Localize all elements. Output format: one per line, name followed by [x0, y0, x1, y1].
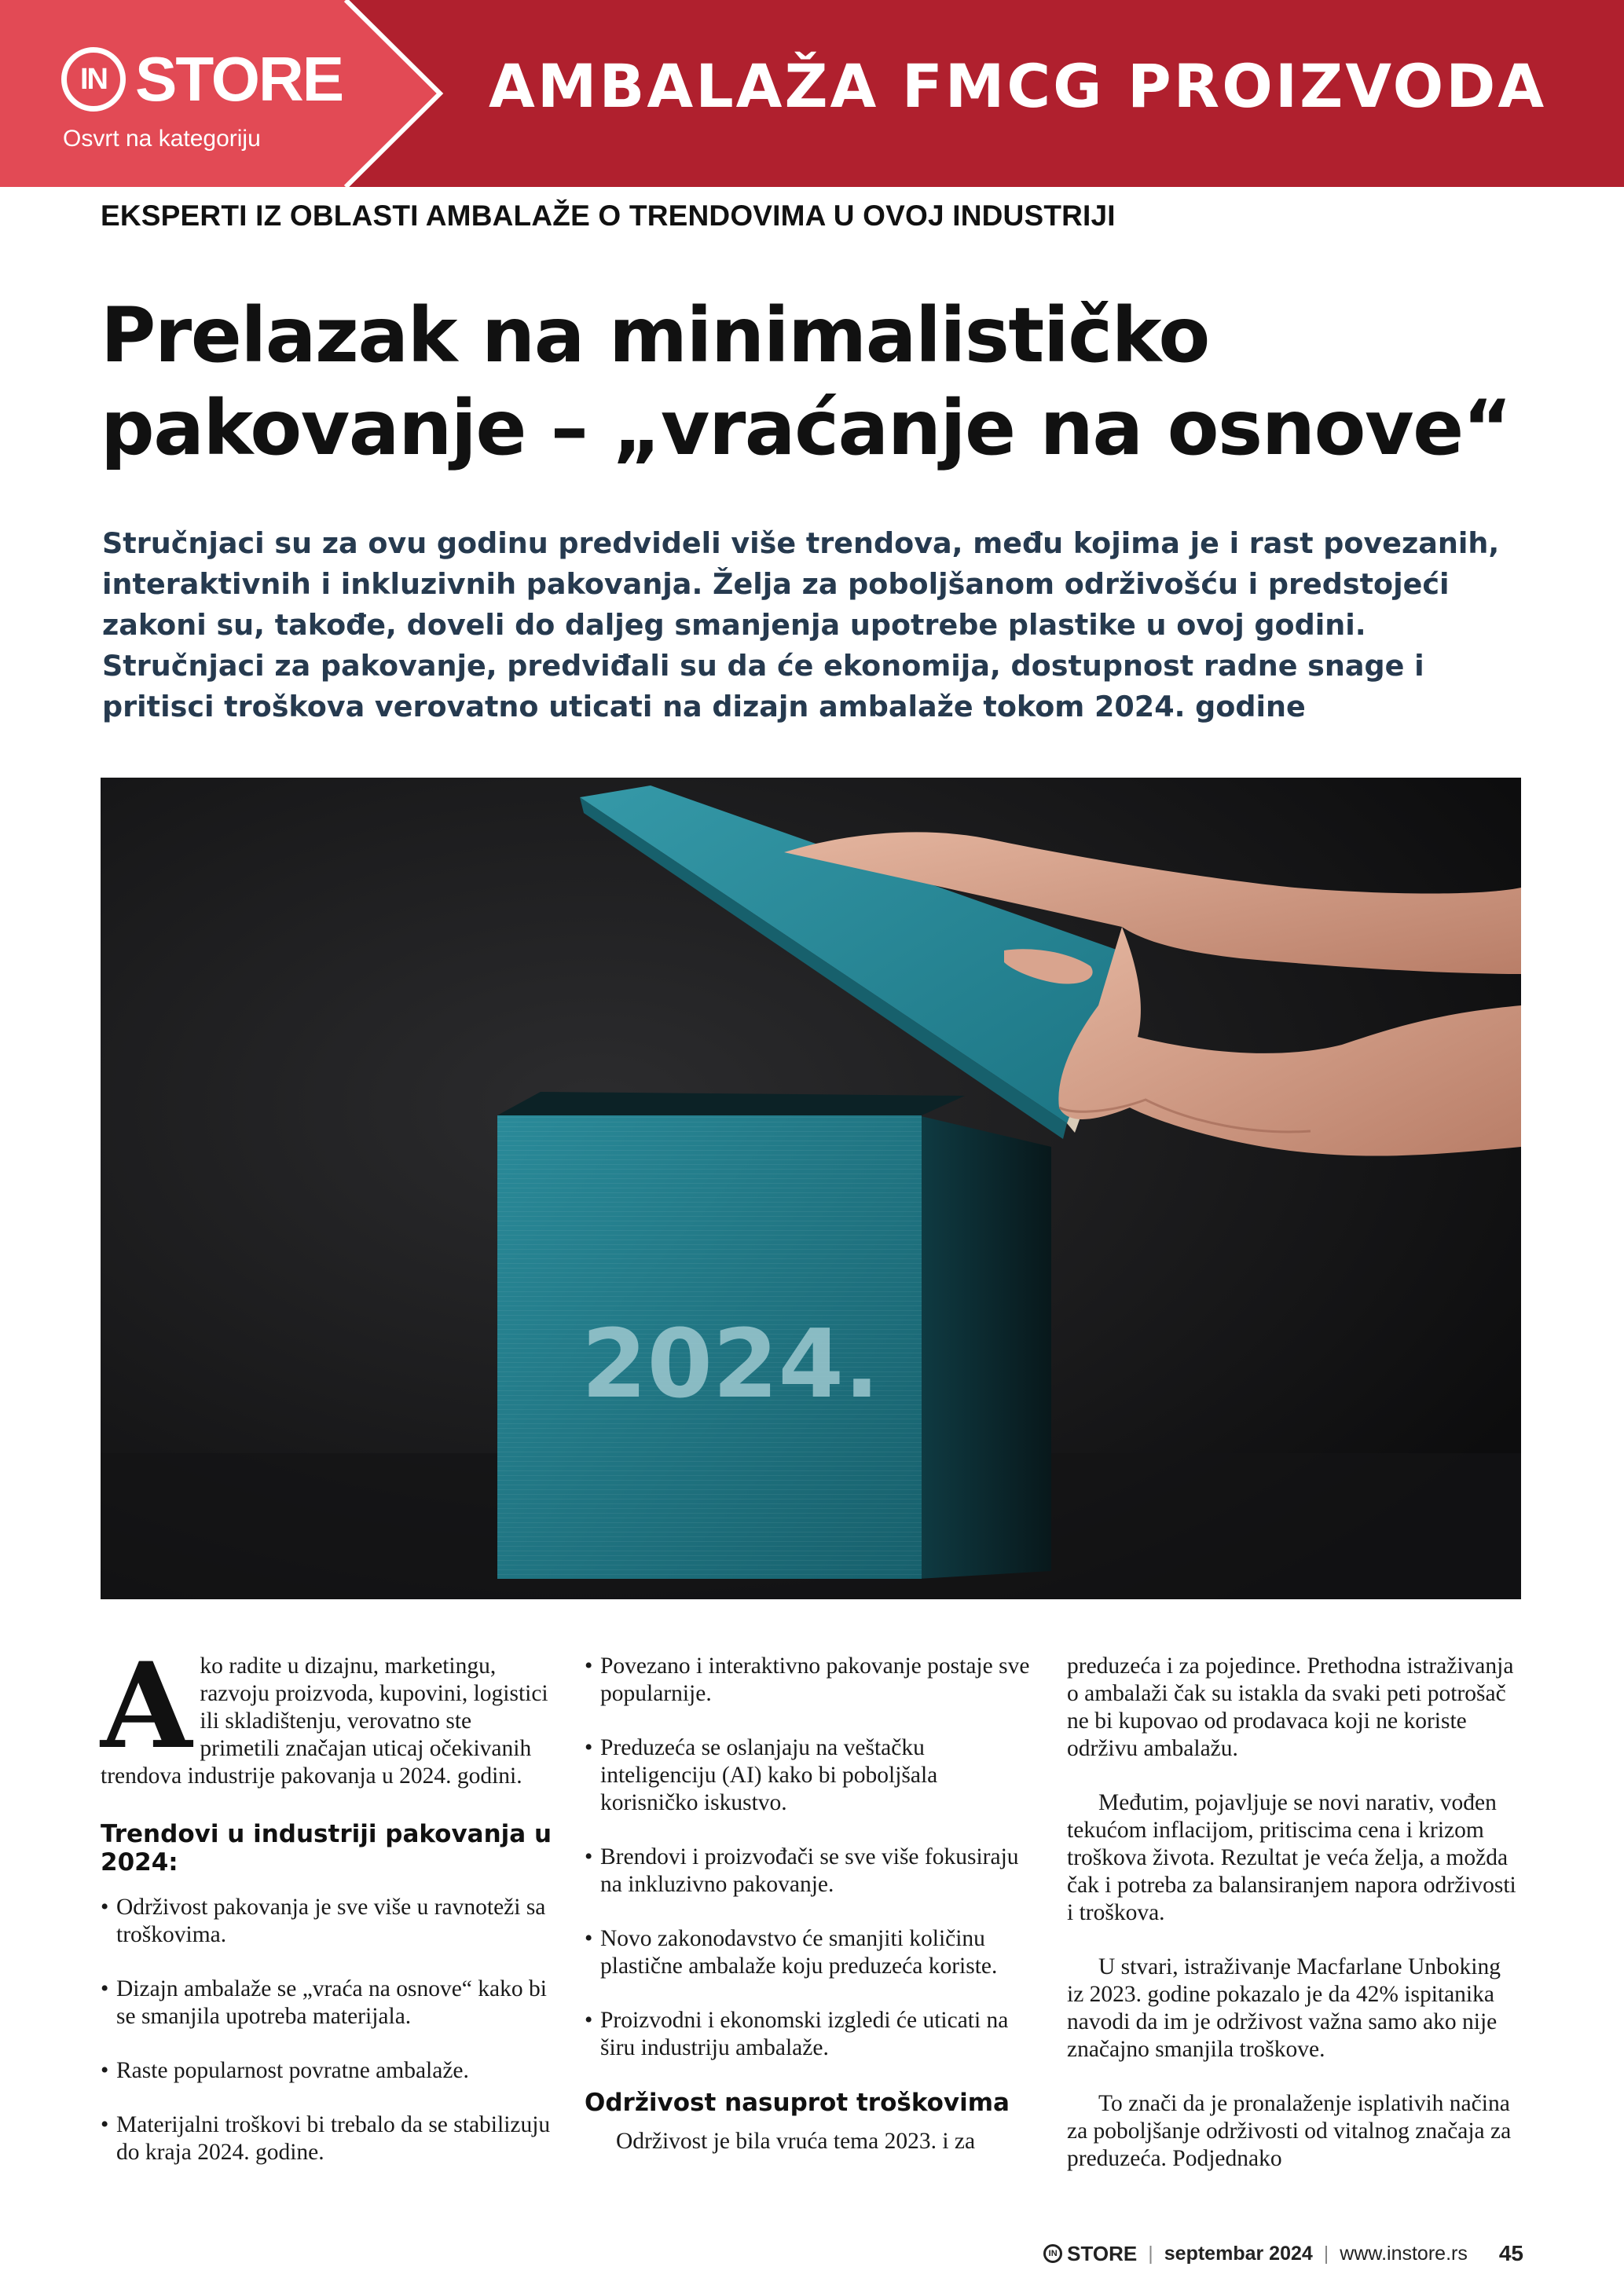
- section-title: AMBALAŽA FMCG PROIZVODA: [489, 51, 1547, 121]
- footer-separator: |: [1323, 2242, 1329, 2265]
- body-paragraph: U stvari, istraživanje Macfarlane Unboking iz 2023. godine pokazalo je da 42% ispitanika navodi da im je održivost važna samo ako nije značajno smanjila troškove.: [1067, 1954, 1501, 2062]
- box-side: [918, 1115, 1051, 1579]
- page-footer: [1043, 2241, 1523, 2266]
- list-item: • Novo zakonodavstvo će smanjiti količinu plastične ambalaže koju preduzeća koriste.: [585, 1925, 1039, 1980]
- footer-logo: [1043, 2242, 1137, 2266]
- footer-separator: |: [1148, 2242, 1153, 2265]
- page-number: 45: [1498, 2241, 1523, 2265]
- article-column-2: [585, 1653, 1039, 2155]
- trends-heading: Trendovi u industriji pakovanja u 2024:: [101, 1820, 552, 1877]
- list-item: • Brendovi i proizvođači se sve više fokusiraju na inkluzivno pakovanje.: [585, 1844, 1039, 1899]
- list-item: • Održivost pakovanja je sve više u ravnoteži sa troškovima.: [101, 1894, 555, 1949]
- article-lead: Stručnjaci su za ovu godinu predvideli više trendova, među kojima je i rast povezanih, interaktivnih i inkluzivnih pakovanja. Želja za poboljšanom održivošću i predstojeći zakoni su, takođe, doveli do daljeg smanjenja upotrebe plastike u ovoj godini. Stručnjaci za pakovanje, predviđali su da će ekonomija, dostupnost radne snage i pritisci troškova verovatno uticati na dizajn ambalaže tokom 2024. godine: [102, 526, 1500, 723]
- footer-logo-in-icon: IN: [1043, 2244, 1062, 2263]
- list-item: • Proizvodni i ekonomski izgledi će uticati na širu industriju ambalaže.: [585, 2007, 1039, 2062]
- hero-photo-illustration: [101, 778, 1521, 1599]
- category-subtitle: Osvrt na kategoriju: [63, 126, 261, 152]
- hero-photo: [101, 778, 1521, 1599]
- logo-store-text: STORE: [135, 44, 343, 114]
- sustainability-heading: Održivost nasuprot troškovima: [585, 2089, 1010, 2117]
- instore-logo[interactable]: [61, 44, 343, 115]
- footer-website-link[interactable]: www.instore.rs: [1340, 2242, 1468, 2265]
- box-label-2024: 2024.: [581, 1310, 880, 1419]
- list-item: • Povezano i interaktivno pakovanje postaje sve popularnije.: [585, 1653, 1039, 1708]
- section-header-band: [0, 0, 1624, 187]
- article-kicker: EKSPERTI IZ OBLASTI AMBALAŽE O TRENDOVIMA U OVOJ INDUSTRIJI: [101, 200, 1116, 232]
- intro-text: ko radite u dizajnu, marketingu, razvoju proizvoda, kupovini, logistici ili skladištenju, verovatno ste primetili značajan uticaj očekivanih trendova industrije pakovanja u 2024. godini.: [101, 1653, 548, 1789]
- article-headline: [101, 289, 1562, 474]
- list-item: • Materijalni troškovi bi trebalo da se stabilizuju do kraja 2024. godine.: [101, 2111, 555, 2166]
- article-column-1: [101, 1637, 555, 2193]
- drop-cap: A: [101, 1637, 192, 1775]
- list-item: • Dizajn ambalaže se „vraća na osnove“ kako bi se smanjila upotreba materijala.: [101, 1976, 555, 2031]
- body-paragraph: To znači da je pronalaženje isplativih načina za poboljšanje održivosti od vitalnog značaja za preduzeća. Podjednako: [1067, 2091, 1512, 2171]
- footer-issue: septembar 2024: [1164, 2242, 1313, 2265]
- body-paragraph: Međutim, pojavljuje se novi narativ, vođen tekućom inflacijom, pritiscima cena i krizom troškova života. Rezultat je veća želja, a možda čak i potreba za balansiranjem napora održivosti i troškova.: [1067, 1790, 1516, 1925]
- intro-paragraph: [101, 1637, 555, 1790]
- footer-logo-text: STORE: [1067, 2241, 1138, 2265]
- list-item: • Preduzeća se oslanjaju na veštačku inteligenciju (AI) kako bi poboljšala korisničko iskustvo.: [585, 1734, 1039, 1817]
- headline-line-1: Prelazak na minimalističko: [101, 291, 1209, 379]
- trends-list-part-2: [585, 1653, 1039, 2062]
- article-column-3: [1067, 1653, 1521, 2173]
- trends-list-part-1: [101, 1894, 555, 2166]
- body-paragraph: preduzeća i za pojedince. Prethodna istraživanja o ambalaži čak su istakla da svaki peti potrošač ne bi kupovao od prodavaca koji ne koriste održivu ambalažu.: [1067, 1653, 1514, 1761]
- list-item: • Raste popularnost povratne ambalaže.: [101, 2057, 555, 2085]
- sustainability-paragraph: Održivost je bila vruća tema 2023. i za: [616, 2129, 976, 2154]
- headline-line-2: pakovanje – „vraćanje na osnove“: [101, 384, 1512, 472]
- logo-in-badge: IN: [61, 47, 126, 112]
